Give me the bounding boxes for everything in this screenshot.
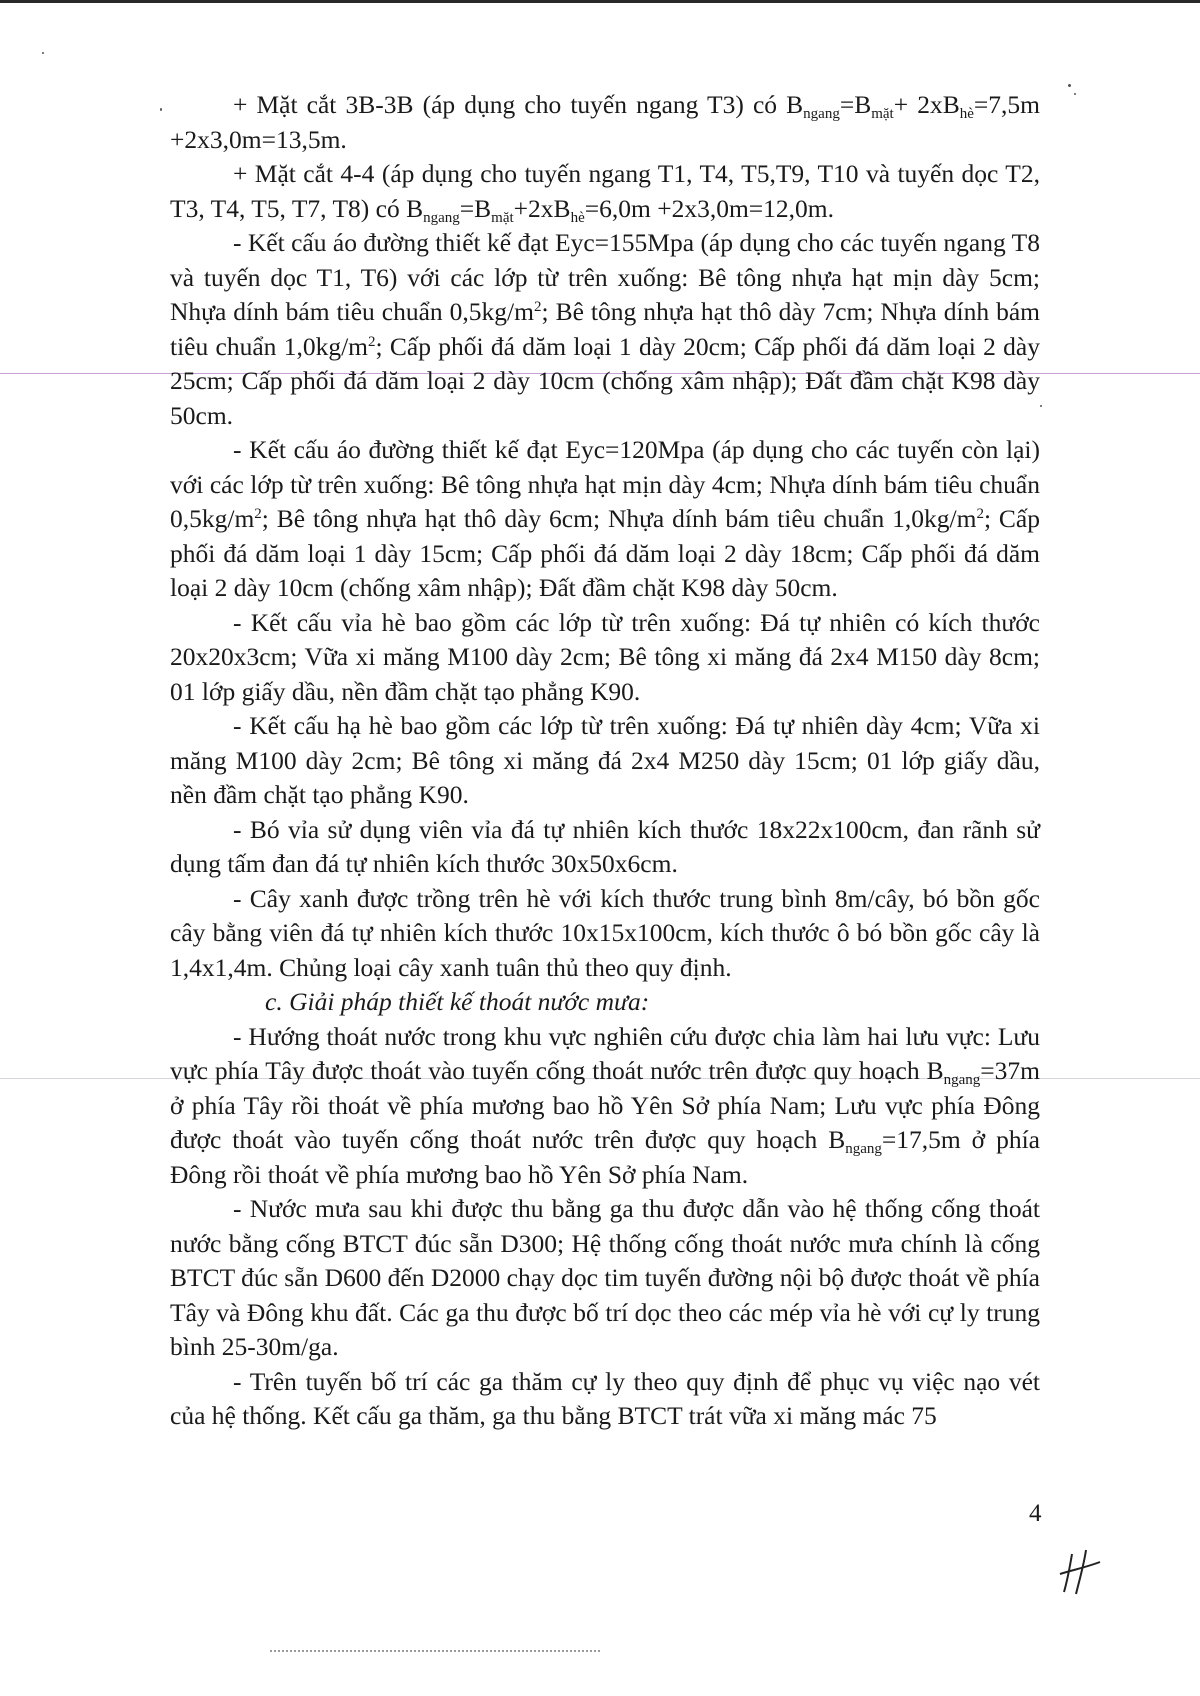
- scan-speck: [42, 52, 44, 54]
- section-heading-drainage: c. Giải pháp thiết kế thoát nước mưa:: [265, 987, 650, 1016]
- signature-initial: [1058, 1548, 1104, 1596]
- paragraph-pavement-120: - Kết cấu áo đường thiết kế đạt Eyc=120Mpa (áp dụng cho các tuyến còn lại) với các lớp từ trên xuống: Bê tông nhựa hạt mịn dày 4cm; Nhựa dính bám tiêu chuẩn $0,5kg/m^2$; Bê tông nhựa hạt thô dày 6cm; Nhựa dính bám tiêu chuẩn $1,0kg/m^2$; Cấp phối đá dăm loại 1 dày 15cm; Cấp phối đá dăm loại 2 dày 18cm; Cấp phối đá dăm loại 2 dày 10cm (chống xâm nhập); Đất đầm chặt K98 dày 50cm.: [170, 435, 1041, 602]
- paragraph-manholes: - Trên tuyến bố trí các ga thăm cự ly theo quy định để phục vụ việc nạo vét của hệ thống. Kết cấu ga thăm, ga thu bằng BTCT trát vữa xi măng mác 75: [170, 1366, 1040, 1430]
- paragraph-drainage-direction: - Hướng thoát nước trong khu vực nghiên cứu được chia làm hai lưu vực: Lưu vực phía Tây được thoát vào tuyến cống thoát nước trên được quy hoạch $B_{ngang}=37m$ ở phía Tây rồi thoát về phía mương bao hồ Yên Sở phía Nam; Lưu vực phía Đông được thoát vào tuyến cống thoát nước trên được quy hoạch $B_{ngang}=17,5m$ ở phía Đông rồi thoát về phía mương bao hồ Yên Sở phía Nam.: [170, 1021, 1040, 1189]
- scan-speck: [1068, 84, 1071, 87]
- paragraph-section-4: + Mặt cắt 4-4 (áp dụng cho tuyến ngang T1, T4, T5,T9, T10 và tuyến dọc T2, T3, T4, T5, T7, T8) có $B_{ngang}=B_{mặt}+2xB_{hè}=6,0m +2x3,0m=12,0m$.: [170, 159, 1040, 226]
- paragraph-curbstone: - Bó vỉa sử dụng viên vỉa đá tự nhiên kích thước 18x22x100cm, đan rãnh sử dụng tấm đan đá tự nhiên kích thước 30x50x6cm.: [170, 814, 1040, 878]
- scan-speck: [160, 108, 162, 111]
- scan-speck: [1040, 405, 1042, 407]
- scan-top-edge: [0, 0, 1200, 3]
- paragraph-sidewalk: - Kết cấu vỉa hè bao gồm các lớp từ trên xuống: Đá tự nhiên có kích thước 20x20x3cm; Vữa xi măng M100 dày 2cm; Bê tông xi măng đá 2x4 M150 dày 8cm; 01 lớp giấy dầu, nền đầm chặt tạo phẳng K90.: [170, 607, 1040, 706]
- page-number: 4: [1029, 1500, 1042, 1527]
- paragraph-lowered-curb: - Kết cấu hạ hè bao gồm các lớp từ trên xuống: Đá tự nhiên dày 4cm; Vữa xi măng M100 dày 2cm; Bê tông xi măng đá 2x4 M250 dày 15cm; 01 lớp giấy dầu, nền đầm chặt tạo phẳng K90.: [170, 711, 1040, 809]
- paragraph-pavement-155: - Kết cấu áo đường thiết kế đạt Eyc=155Mpa (áp dụng cho các tuyến ngang T8 và tuyến dọc T1, T6) với các lớp từ trên xuống: Bê tông nhựa hạt mịn dày 5cm; Nhựa dính bám tiêu chuẩn $0,5kg/m^2$; Bê tông nhựa hạt thô dày 7cm; Nhựa dính bám tiêu chuẩn $1,0kg/m^2$; Cấp phối đá dăm loại 1 dày 20cm; Cấp phối đá dăm loại 2 dày 25cm; Cấp phối đá dăm loại 2 dày 10cm (chống xâm nhập); Đất đầm chặt K98 dày 50cm.: [170, 228, 1040, 430]
- document-body: [170, 88, 1040, 1434]
- scan-bottom-marks: [270, 1650, 600, 1655]
- paragraph-rainwater-collection: - Nước mưa sau khi được thu bằng ga thu được dẫn vào hệ thống cống thoát nước bằng cống BTCT đúc sẵn D300; Hệ thống cống thoát nước mưa chính là cống BTCT đúc sẵn D600 đến D2000 chạy dọc tim tuyến đường nội bộ được thoát về phía Tây và Đông khu đất. Các ga thu được bố trí dọc theo các mép vỉa hè với cự ly trung bình 25-30m/ga.: [170, 1194, 1041, 1361]
- scan-speck: [1074, 93, 1076, 95]
- paragraph-section-3b: + Mặt cắt 3B-3B (áp dụng cho tuyến ngang T3) có $B_{ngang}=B_{mặt}+ 2xB_{hè}=7,5m +2x3,0m=13,5m$.: [170, 90, 1040, 154]
- paragraph-trees: - Cây xanh được trồng trên hè với kích thước trung bình 8m/cây, bó bồn gốc cây bằng viên đá tự nhiên kích thước 10x15x100cm, kích thước ô bó bồn gốc cây là 1,4x1,4m. Chủng loại cây xanh tuân thủ theo quy định.: [170, 883, 1040, 982]
